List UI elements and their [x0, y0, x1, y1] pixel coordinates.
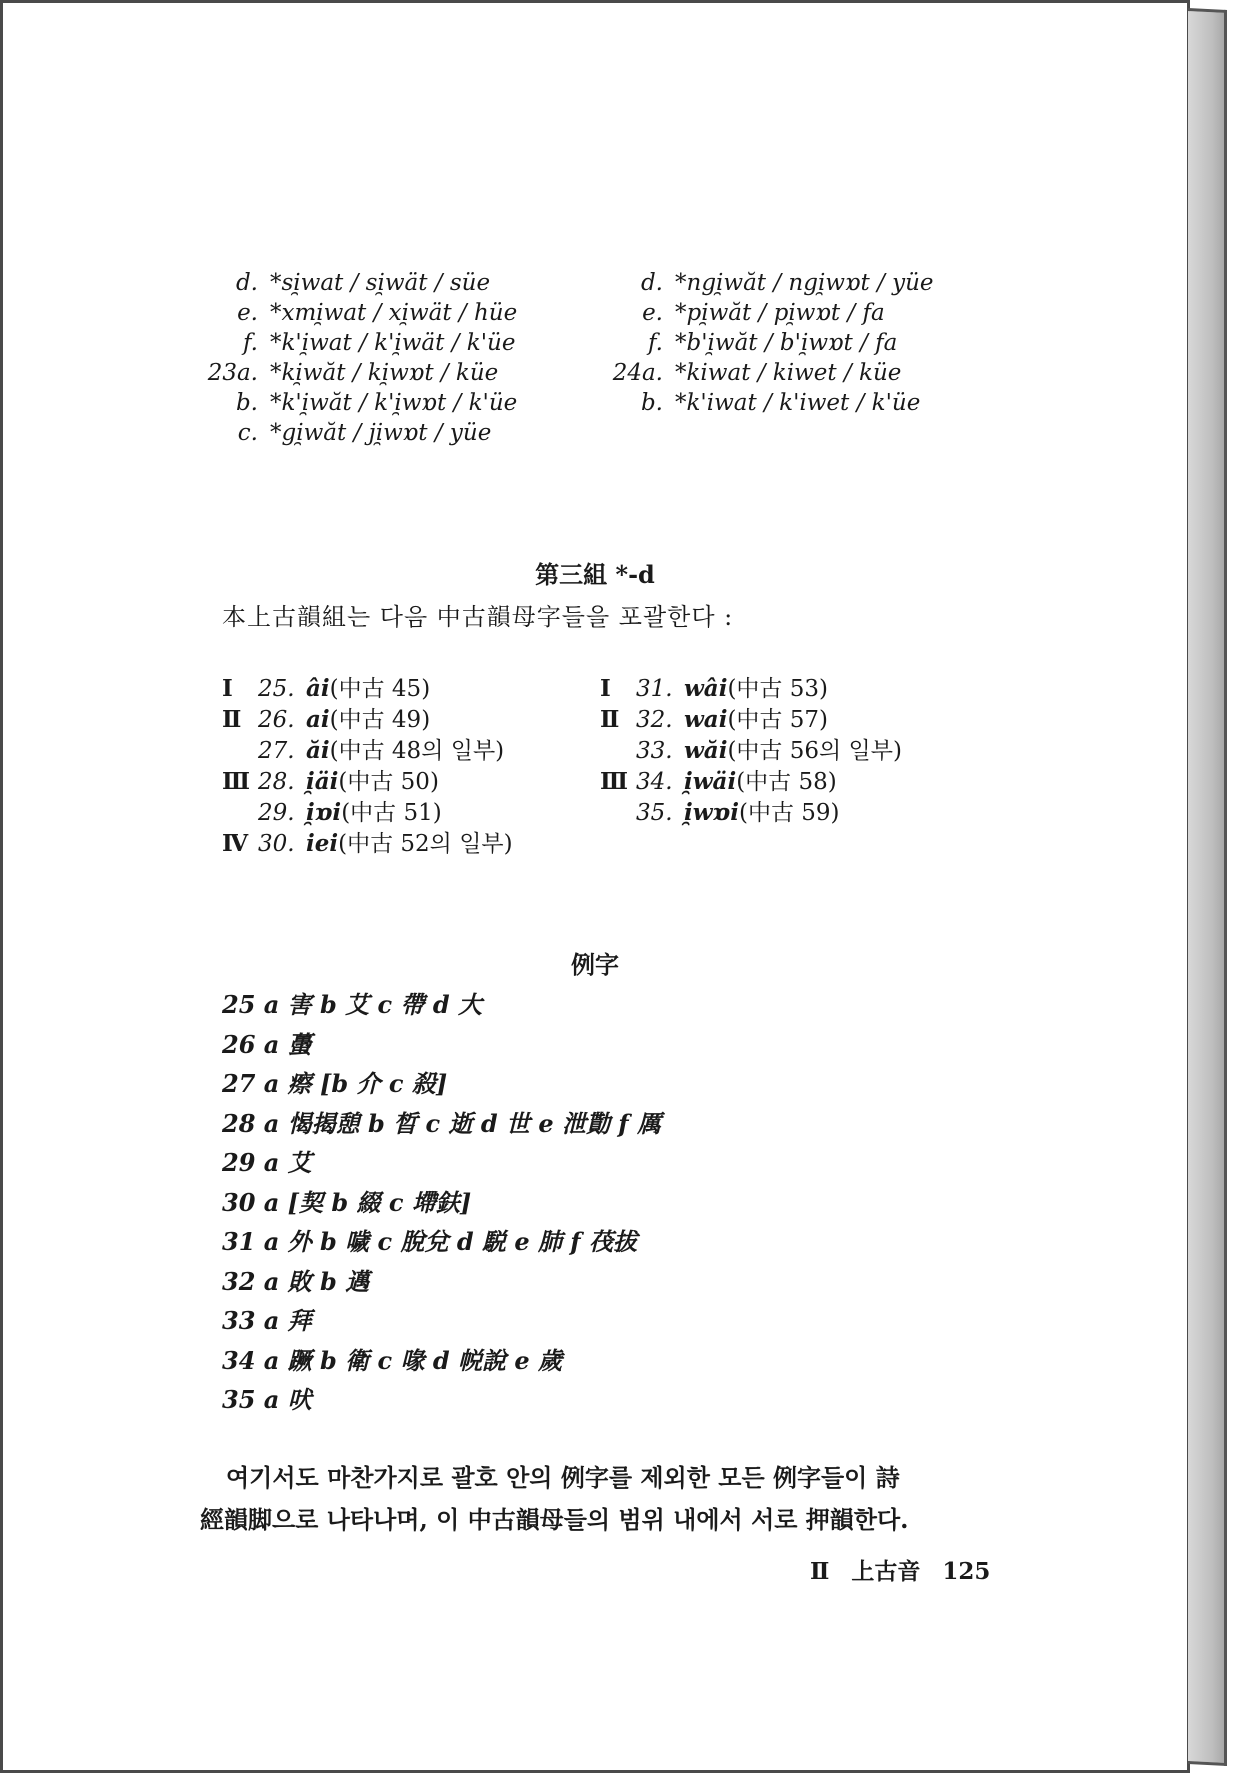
example-line: 34 a 蹶 b 衛 c 喙 d 帨說 e 歲: [222, 1345, 562, 1375]
example-line: 29 a 艾: [222, 1148, 312, 1177]
vowel-row: 35. i̯wɒi(中古 59): [636, 799, 840, 826]
vowel-left-column: [222, 670, 600, 856]
intro-text: 本上古韻組는 다음 中古韻母字들을 포괄한다 :: [222, 603, 734, 631]
romanization-right-column: [601, 270, 996, 450]
vowel-row: 29. i̯ɒi(中古 51): [258, 799, 442, 826]
vowel-row: Ⅱ 32. wai(中古 57): [600, 706, 828, 733]
page-curl-edge: [1188, 8, 1227, 1766]
example-line: 32 a 敗 b 邁: [222, 1266, 370, 1296]
romanization-row: d. *si̯wat / si̯wät / süe: [235, 270, 491, 296]
romanization-row: f. *k'i̯wat / k'i̯wät / k'üe: [242, 330, 516, 356]
example-line: 35 a 吠: [222, 1385, 312, 1414]
romanization-table: [196, 270, 996, 450]
example-line: 26 a 蠆: [222, 1029, 312, 1059]
running-footer: [810, 1553, 1004, 1586]
examples-title: 例字: [571, 950, 619, 979]
example-line: 28 a 愒揭憩 b 晳 c 逝 d 世 e 泄勩 f 厲: [222, 1108, 661, 1138]
vowel-row: 33. wăi(中古 56의 일부): [636, 737, 902, 764]
vowel-row: Ⅰ 31. wâi(中古 53): [600, 675, 828, 702]
romanization-left-column: [196, 270, 601, 450]
romanization-row: e. *pi̯wăt / pi̯wɒt / fa: [642, 300, 885, 326]
examples-list: [222, 985, 661, 1420]
footer-part: Ⅱ: [810, 1558, 830, 1585]
romanization-row: f. *b'i̯wăt / b'i̯wɒt / fa: [647, 330, 898, 356]
vowel-row: Ⅳ 30. iei(中古 52의 일부): [222, 830, 513, 857]
vowel-row: 27. ăi(中古 48의 일부): [258, 737, 505, 764]
footer-chapter: 上古音: [851, 1558, 921, 1585]
vowel-row: Ⅰ 25. âi(中古 45): [222, 675, 431, 702]
example-line: 31 a 外 b 噦 c 脫兌 d 駾 e 肺 f 茷拔: [222, 1227, 637, 1256]
romanization-row: e. *xmi̯wat / xi̯wät / hüe: [237, 300, 518, 326]
closing-line: 여기서도 마찬가지로 괄호 안의 例字를 제외한 모든 例字들이 詩: [226, 1463, 900, 1492]
vowel-row: Ⅲ 34. i̯wäi(中古 58): [600, 768, 837, 795]
page-number: 125: [942, 1558, 991, 1585]
vowel-right-column: [600, 670, 1000, 856]
romanization-row: d. *ngi̯wăt / ngi̯wɒt / yüe: [640, 270, 934, 296]
romanization-row: b. *k'i̯wăt / k'i̯wɒt / k'üe: [235, 390, 518, 416]
romanization-row: 23a. *ki̯wăt / ki̯wɒt / küe: [207, 360, 499, 386]
section-title: 第三組 *-d: [535, 560, 655, 589]
closing-paragraph: [200, 1457, 1000, 1541]
vowel-row: Ⅲ 28. i̯äi(中古 50): [222, 768, 439, 795]
example-line: 25 a 害 b 艾 c 帶 d 大: [222, 990, 482, 1019]
vowel-row: Ⅱ 26. ai(中古 49): [222, 706, 431, 733]
closing-line: 經韻脚으로 나타나며, 이 中古韻母들의 범위 내에서 서로 押韻한다.: [200, 1505, 909, 1534]
example-line: 33 a 拜: [222, 1306, 312, 1335]
example-line: 30 a [契 b 綴 c 墆鈇]: [222, 1187, 472, 1217]
example-line: 27 a 瘵 [b 介 c 殺]: [222, 1069, 448, 1098]
romanization-row: c. *gi̯wăt / ji̯wɒt / yüe: [237, 420, 492, 446]
vowel-class-table: [222, 670, 1022, 856]
romanization-row: 24a. *kiwat / kiwet / küe: [612, 360, 902, 386]
romanization-row: b. *k'iwat / k'iwet / k'üe: [640, 390, 921, 416]
